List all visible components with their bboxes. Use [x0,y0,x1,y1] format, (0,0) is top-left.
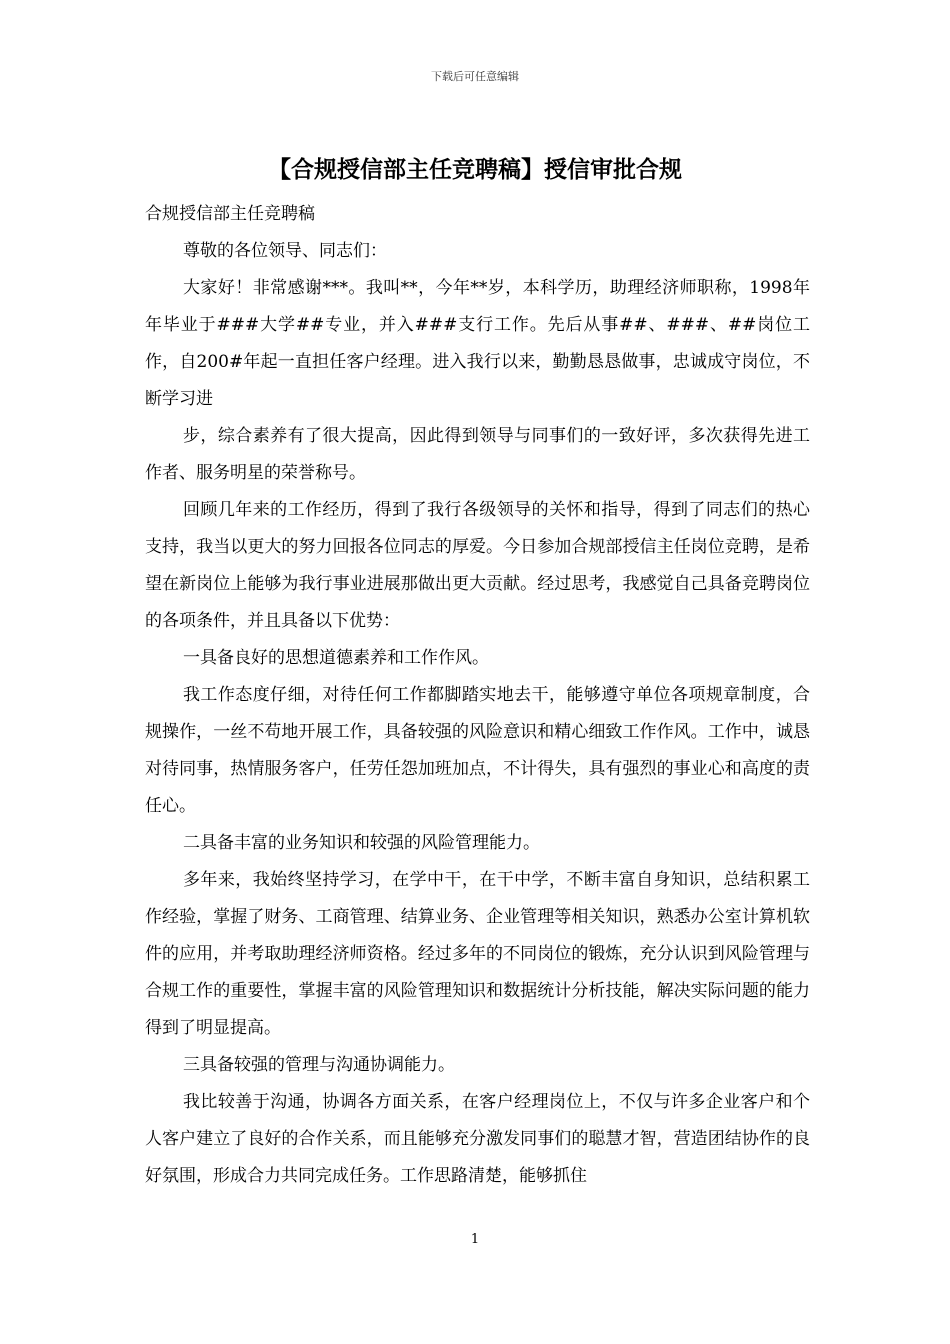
body-paragraph: 大家好！非常感谢***。我叫**，今年**岁，本科学历，助理经济师职称，1998年年毕业于###大学##专业，并入###支行工作。先后从事##、###、##岗位工作，自200#年起一直担任客户经理。进入我行以来，勤勤恳恳做事，忠诚成守岗位，不断学习进 [145,278,810,409]
header-note: 下载后可任意编辑 [431,70,519,83]
document-title: 【合规授信部主任竞聘稿】授信审批合规 [268,156,682,183]
body-paragraph: 回顾几年来的工作经历，得到了我行各级领导的关怀和指导，得到了同志们的热心支持，我当以更大的努力回报各位同志的厚爱。今日参加合规部授信主任岗位竞聘，是希望在新岗位上能够为我行事业进展那做出更大贡献。经过思考，我感觉自己具备竞聘岗位的各项条件，并且具备以下优势： [145,500,810,631]
section-heading: 二具备丰富的业务知识和较强的风险管理能力。 [183,833,540,853]
subtitle-paragraph: 合规授信部主任竞聘稿 [145,204,315,224]
document-body [145,196,810,1195]
section-heading: 三具备较强的管理与沟通协调能力。 [183,1055,455,1075]
salutation-paragraph: 尊敬的各位领导、同志们： [183,241,387,261]
body-paragraph: 我比较善于沟通，协调各方面关系，在客户经理岗位上，不仅与许多企业客户和个人客户建立了良好的合作关系，而且能够充分激发同事们的聪慧才智，营造团结协作的良好氛围，形成合力共同完成任务。工作思路清楚，能够抓住 [145,1092,810,1186]
page-number: 1 [470,1232,480,1247]
body-paragraph: 步，综合素养有了很大提高，因此得到领导与同事们的一致好评，多次获得先进工作者、服务明星的荣誉称号。 [145,426,810,483]
body-paragraph: 多年来，我始终坚持学习，在学中干，在干中学，不断丰富自身知识，总结积累工作经验，掌握了财务、工商管理、结算业务、企业管理等相关知识，熟悉办公室计算机软件的应用，并考取助理经济师资格。经过多年的不同岗位的锻炼，充分认识到风险管理与合规工作的重要性，掌握丰富的风险管理知识和数据统计分析技能，解决实际问题的能力得到了明显提高。 [145,870,810,1038]
section-heading: 一具备良好的思想道德素养和工作作风。 [183,648,489,668]
body-paragraph: 我工作态度仔细，对待任何工作都脚踏实地去干，能够遵守单位各项规章制度，合规操作，一丝不苟地开展工作，具备较强的风险意识和精心细致工作作风。工作中，诚恳对待同事，热情服务客户，任劳任怨加班加点，不计得失，具有强烈的事业心和高度的责任心。 [145,685,810,816]
